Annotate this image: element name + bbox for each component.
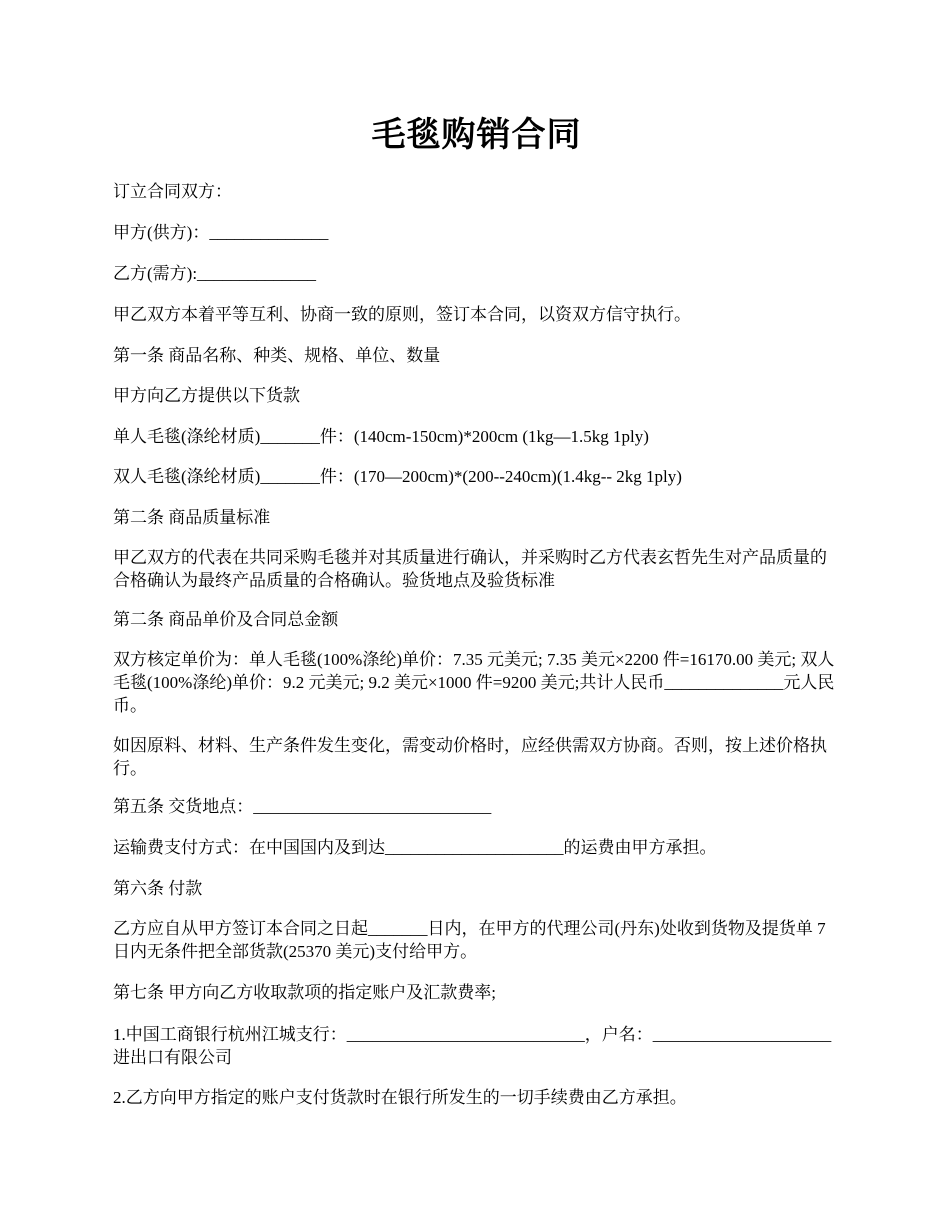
price-change-paragraph: 如因原料、材料、生产条件发生变化，需变动价格时，应经供需双方协商。否则，按上述价格执行。 bbox=[113, 736, 827, 778]
article-5-delivery-place: 第五条 交货地点：____________________________ bbox=[113, 797, 492, 816]
article-1-heading: 第一条 商品名称、种类、规格、单位、数量 bbox=[113, 346, 441, 365]
preamble-paragraph: 甲乙双方本着平等互利、协商一致的原则，签订本合同，以资双方信守执行。 bbox=[113, 305, 691, 324]
article-2-heading: 第二条 商品质量标准 bbox=[113, 508, 271, 527]
article-6-heading: 第六条 付款 bbox=[113, 879, 203, 898]
document-title: 毛毯购销合同 bbox=[371, 117, 582, 154]
quality-standard-paragraph: 甲乙双方的代表在共同采购毛毯并对其质量进行确认，并采购时乙方代表玄哲先生对产品质量的合格确认为最终产品质量的合格确认。验货地点及验货标准 bbox=[113, 548, 827, 590]
party-a-line: 甲方(供方)：______________ bbox=[113, 223, 329, 242]
goods-intro: 甲方向乙方提供以下货款 bbox=[113, 386, 300, 405]
contract-parties-heading: 订立合同双方： bbox=[113, 182, 232, 201]
bank-fees-paragraph: 2.乙方向甲方指定的账户支付货款时在银行所发生的一切手续费由乙方承担。 bbox=[113, 1088, 687, 1107]
bank-account-paragraph: 1.中国工商银行杭州江城支行：____________________________，户名：_____________________进出口有限公司 bbox=[113, 1025, 832, 1067]
double-blanket-spec: 双人毛毯(涤纶材质)_______件：(170—200cm)*(200--240cm)(1.4kg-- 2kg 1ply) bbox=[113, 467, 682, 486]
party-b-line: 乙方(需方):______________ bbox=[113, 264, 317, 283]
freight-payment-paragraph: 运输费支付方式：在中国国内及到达_____________________的运费由甲方承担。 bbox=[113, 838, 717, 857]
article-7-heading: 第七条 甲方向乙方收取款项的指定账户及汇款费率; bbox=[113, 983, 496, 1002]
article-price-heading: 第二条 商品单价及合同总金额 bbox=[113, 610, 339, 629]
single-blanket-spec: 单人毛毯(涤纶材质)_______件：(140cm-150cm)*200cm (1kg—1.5kg 1ply) bbox=[113, 427, 649, 446]
unit-price-paragraph: 双方核定单价为：单人毛毯(100%涤纶)单价：7.35 元美元; 7.35 美元×2200 件=16170.00 美元; 双人毛毯(100%涤纶)单价：9.2 元美元; 9.2 美元×1000 件=9200 美元;共计人民币______________元人民币。 bbox=[113, 650, 835, 715]
payment-terms-paragraph: 乙方应自从甲方签订本合同之日起_______日内，在甲方的代理公司(丹东)处收到货物及提货单 7 日内无条件把全部货款(25370 美元)支付给甲方。 bbox=[113, 919, 826, 961]
